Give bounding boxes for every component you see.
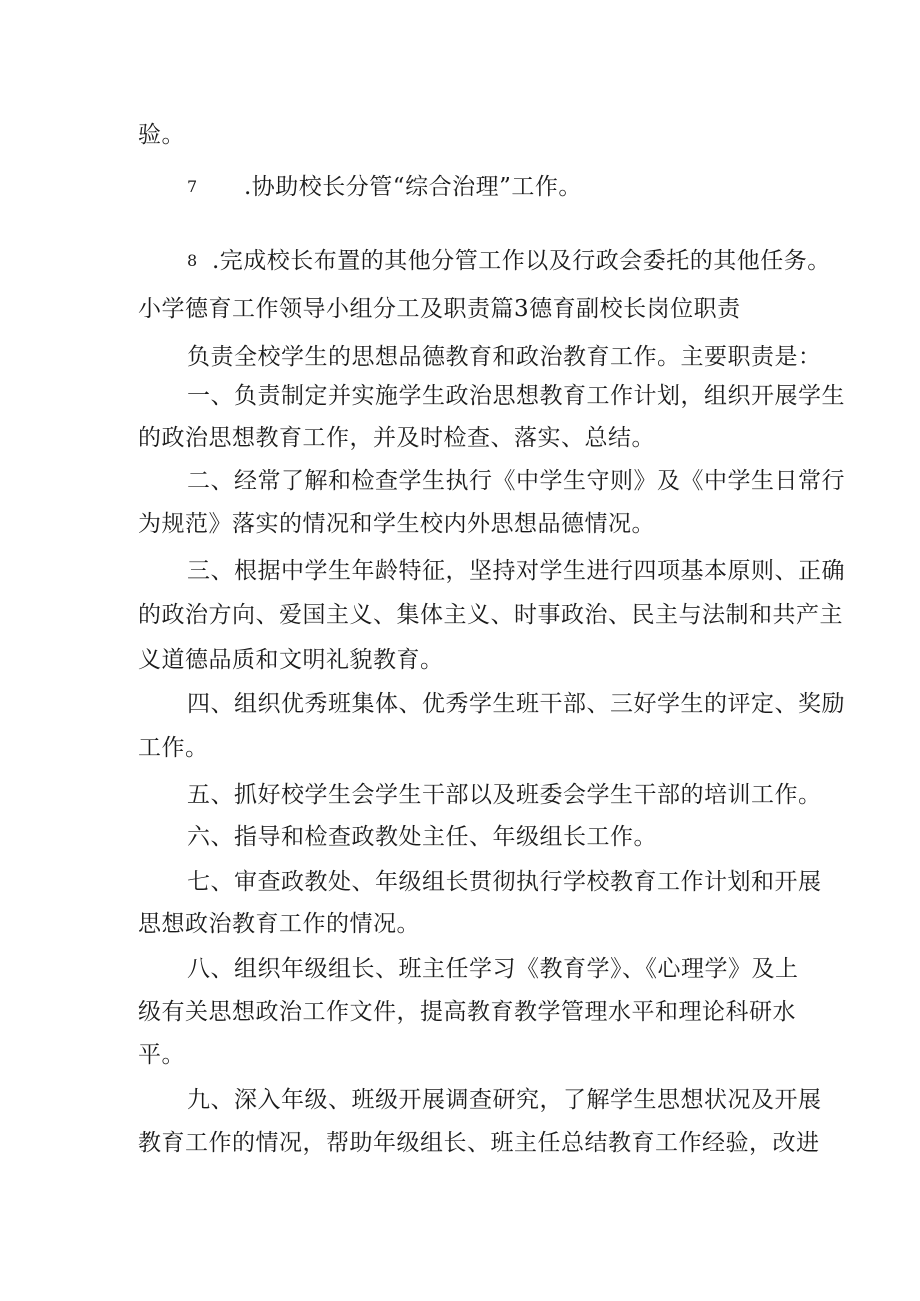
text-line: 七、审查政教处、年级组长贯彻执行学校教育工作计划和开展 bbox=[187, 869, 822, 895]
text-line: 负责全校学生的思想品德教育和政治教育工作。主要职责是： bbox=[187, 344, 822, 370]
text-line: 教育工作的情况，帮助年级组长、班主任总结教育工作经验，改进 bbox=[138, 1130, 820, 1156]
text-line: 九、深入年级、班级开展调查研究，了解学生思想状况及开展 bbox=[187, 1087, 822, 1113]
text-line: 八、组织年级组长、班主任学习《教育学》、《心理学》及上 bbox=[187, 956, 799, 982]
text-line: 的政治思想教育工作，并及时检查、落实、总结。 bbox=[138, 425, 655, 451]
section-heading: 小学德育工作领导小组分工及职责篇3德育副校长岗位职责 bbox=[138, 296, 741, 322]
item-number: 8 bbox=[187, 251, 198, 270]
text-line: .协助校长分管“综合治理”工作。 bbox=[244, 174, 582, 200]
text-line: .完成校长布置的其他分管工作以及行政会委托的其他任务。 bbox=[212, 248, 831, 274]
text-line: 级有关思想政治工作文件，提高教育教学管理水平和理论科研水 bbox=[138, 999, 796, 1025]
text-line: 二、经常了解和检查学生执行《中学生守则》及《中学生日常行 bbox=[187, 468, 845, 494]
text-line: 思想政治教育工作的情况。 bbox=[138, 911, 420, 937]
text-line: 义道德品质和文明礼貌教育。 bbox=[138, 647, 444, 673]
text-line: 的政治方向、爱国主义、集体主义、时事政治、民主与法制和共产主 bbox=[138, 602, 843, 628]
text-line: 一、负责制定并实施学生政治思想教育工作计划，组织开展学生 bbox=[187, 383, 845, 409]
text-line: 四、组织优秀班集体、优秀学生班干部、三好学生的评定、奖励 bbox=[187, 691, 845, 717]
item-number: 7 bbox=[187, 177, 198, 196]
text-line: 平。 bbox=[138, 1042, 185, 1068]
text-line: 工作。 bbox=[138, 735, 209, 761]
text-line: 验。 bbox=[138, 122, 185, 148]
text-line: 六、指导和检查政教处主任、年级组长工作。 bbox=[187, 824, 657, 850]
text-line: 为规范》落实的情况和学生校内外思想品德情况。 bbox=[138, 511, 655, 537]
text-line: 三、根据中学生年龄特征，坚持对学生进行四项基本原则、正确 bbox=[187, 558, 845, 584]
text-line: 五、抓好校学生会学生干部以及班委会学生干部的培训工作。 bbox=[187, 782, 822, 808]
